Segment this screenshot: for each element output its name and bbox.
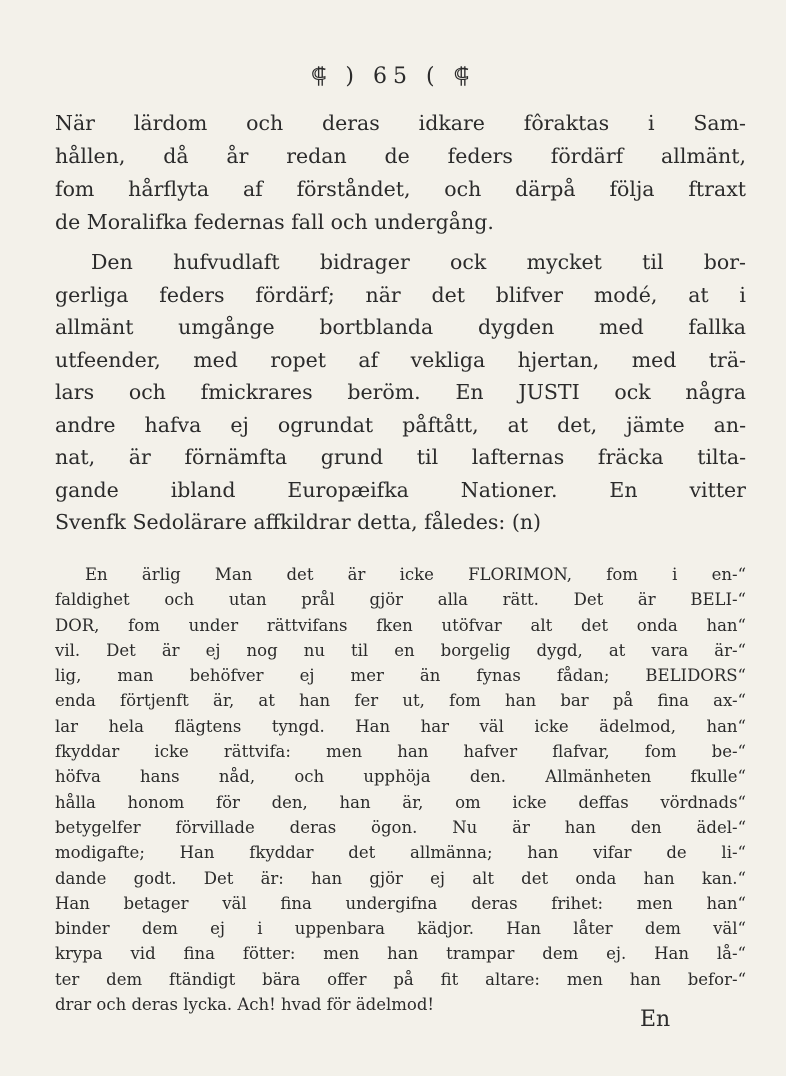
quote-line: fkyddar icke rättvifa: men han hafver flafvar, fom be-“ xyxy=(55,742,746,762)
text-line: nat, är förnämfta grund til lafternas fräcka tilta- xyxy=(55,445,746,469)
text-line: fom hårflyta af förståndet, och därpå följa ftraxt xyxy=(55,177,746,201)
quote-line: vil. Det är ej nog nu til en borgelig dygd, at vara är-“ xyxy=(55,640,746,660)
quote-line: ter dem ftändigt bära offer på fit altare: men han befor-“ xyxy=(55,969,746,989)
quote-line: binder dem ej i uppenbara kädjor. Han låter dem väl“ xyxy=(55,919,746,939)
quote-line: modigafte; Han fkyddar det allmänna; han vifar de li-“ xyxy=(55,843,746,863)
quote-line: drar och deras lycka. Ach! hvad för ädelmod! xyxy=(55,995,435,1015)
paragraph-1 xyxy=(55,107,746,239)
catchword: En xyxy=(640,1007,671,1032)
text-line: hållen, då år redan de feders fördärf allmänt, xyxy=(55,144,746,168)
quote-line: En ärlig Man det är icke FLORIMON, fom i en-“ xyxy=(85,565,746,584)
quotation xyxy=(55,562,746,1017)
text-line: Den hufvudlaft bidrager ock mycket til bor- xyxy=(91,250,746,274)
quote-line: Han betager väl fina undergifna deras frihet: men han“ xyxy=(55,893,746,913)
text-line: Svenfk Sedolärare affkildrar detta, fåledes: (n) xyxy=(55,510,542,534)
text-line: utfeender, med ropet af vekliga hjertan, med trä- xyxy=(55,347,746,372)
quote-line: DOR, fom under rättvifans fken utöfvar alt det onda han“ xyxy=(55,615,746,635)
quote-line: dande godt. Det är: han gjör ej alt det onda han kan.“ xyxy=(55,868,746,888)
text-line: allmänt umgånge bortblanda dygden med fallka xyxy=(55,315,746,339)
quote-line: enda förtjenft är, at han fer ut, fom han bar på fina ax-“ xyxy=(55,691,746,711)
text-line: gerliga feders fördärf; när det blifver modé, at i xyxy=(55,282,746,307)
paragraph-2 xyxy=(55,246,746,539)
text-line: de Moralifka federnas fall och undergång. xyxy=(55,210,494,234)
quote-line: lig, man behöfver ej mer än fynas fådan; BELIDORS“ xyxy=(55,666,746,686)
text-line: andre hafva ej ogrundat påftått, at det, jämte an- xyxy=(55,412,746,437)
text-line: lars och fmickrares beröm. En JUSTI ock några xyxy=(55,380,746,404)
quote-line: krypa vid fina fötter: men han trampar dem ej. Han lå-“ xyxy=(55,944,746,964)
text-line: gande ibland Europæifka Nationer. En vitter xyxy=(55,477,746,502)
quote-line: betygelfer förvillade deras ögon. Nu är han den ädel-“ xyxy=(55,817,746,837)
quote-line: lar hela flägtens tyngd. Han har väl icke ädelmod, han“ xyxy=(55,716,746,736)
page-header: ⸿ ) 65 ( ⸿ xyxy=(310,64,476,89)
quote-line: faldighet och utan prål gjör alla rätt. Det är BELI-“ xyxy=(55,590,746,610)
quote-line: höfva hans nåd, och upphöja den. Allmänheten fkulle“ xyxy=(55,767,746,787)
text-line: När lärdom och deras idkare fôraktas i Sam- xyxy=(55,111,746,135)
quote-line: hålla honom för den, han är, om icke deffas vördnads“ xyxy=(55,792,746,812)
